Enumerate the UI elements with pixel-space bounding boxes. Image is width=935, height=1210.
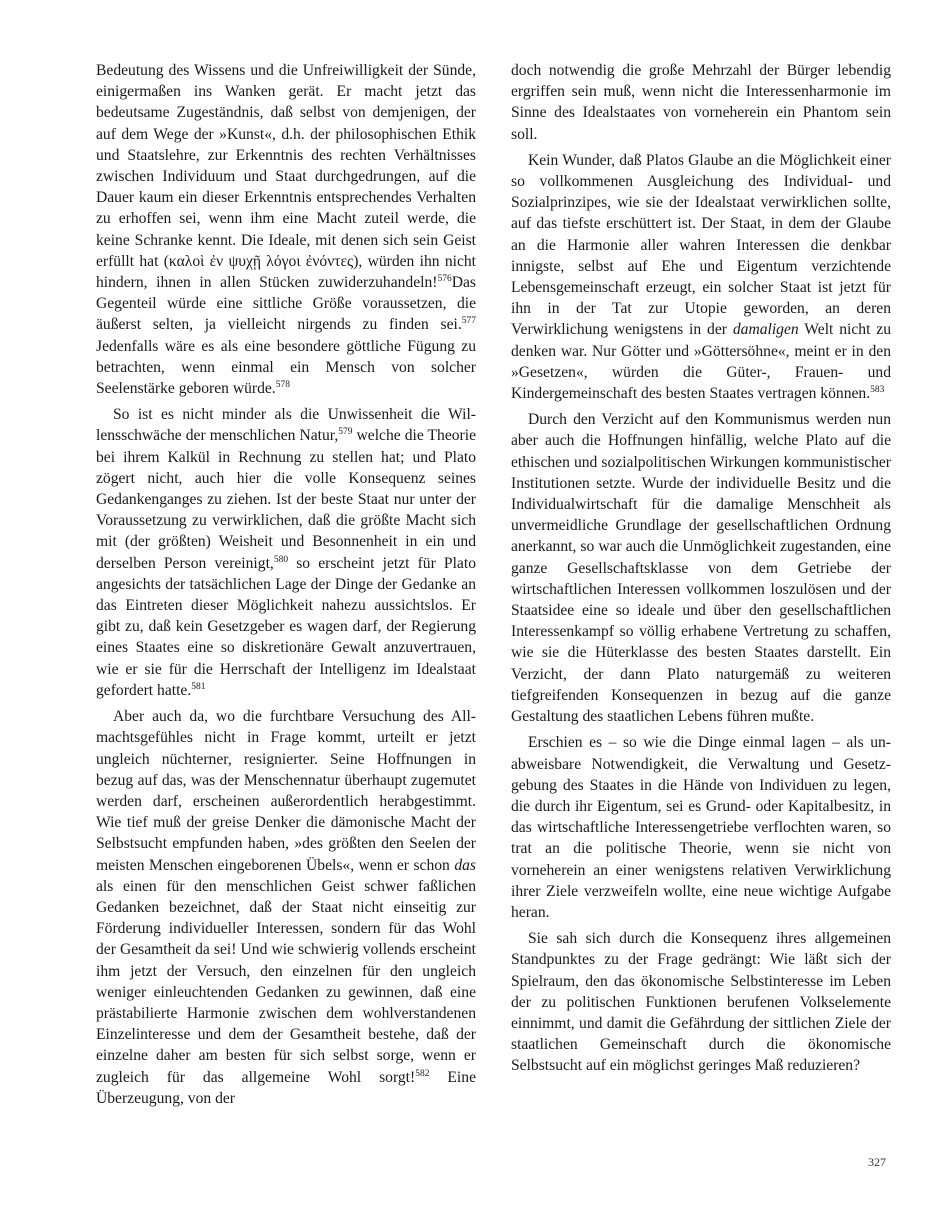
- footnote-ref: 583: [870, 384, 885, 395]
- paragraph: [511, 409, 891, 727]
- text-run: Bedeutung des Wissens und die Unfreiwilligkeit der Sünde, einigermaßen ins Wanken gerät. Er macht jetzt das bedeutsame Zugeständnis, daß selbst von demjenigen, der auf dem Wege der »Kunst«, d.h. der philosophischen Ethik und Staatslehre, zur Erkenntnis des rechten Verhältnisses zwischen Individuum und Staat durchgedrungen, auf die Dauer kaum ein dieser Erkenntnis entsprechendes Verhalten zu erhoffen sei, wenn ihm eine Macht zuteil werde, die keine Schranke kennt. Die Ideale, mit denen sich sein Geist erfüllt hat (καλοὶ ἐν ψυχῇ λόγοι ἐνόντες), würden ihn nicht hindern, ihnen in allen Stücken zuwiderzuhandeln!: [96, 62, 476, 292]
- page-number: 327: [868, 1155, 886, 1169]
- paragraph: [511, 732, 891, 923]
- footnote-ref: 582: [415, 1068, 430, 1079]
- footnote-ref: 580: [273, 554, 289, 565]
- paragraph: [511, 150, 891, 404]
- text-run: doch notwendig die große Mehrzahl der Bürger lebendig ergriffen sein muß, wenn nicht die Interessenharmonie im Sinne des Idealstaates von vorneherein ein Phantom sein soll.: [511, 62, 891, 143]
- text-run: So ist es nicht minder als die Unwissenheit die Willensschwäche der menschlichen Natur,: [96, 406, 476, 445]
- text-run: welche die Theorie bei ihrem Kalkül in Rechnung zu stellen hat; und Plato zögert nicht, auch hier die volle Konsequenz seines Gedankenganges zu ziehen. Ist der beste Staat nur unter der Voraussetzung zu verwirklichen, daß die größte Macht sich mit (der größten) Weisheit und Besonnenheit in ein und derselben Person vereinigt,: [96, 427, 476, 572]
- footnote-ref: 581: [191, 681, 206, 692]
- paragraph: [96, 404, 476, 701]
- text-run: Jedenfalls wäre es als eine besondere göttliche Fügung zu betrachten, wenn einmal ein Mensch von solcher Seelenstärke geboren würde.: [96, 337, 476, 398]
- text-run: Durch den Verzicht auf den Kommunismus werden nun aber auch die Hoffnungen hinfällig, welche Plato auf die ethischen und sozialpolitischen Wirkungen kommunistischer Institutionen setzte. Wurde der individuelle Besitz und die Individualwirtschaft für die damalige Menschheit als unvermeidliche Grundlage der gesellschaftlichen Ordnung anerkannt, so war auch die Unmöglichkeit zugestanden, eine ganze Gesellschaftsklasse von dem Getriebe der wirtschaftlichen Interessen vollkommen loszulösen und der Staatsidee eine so ideale und über den gesellschaftlichen Interessenkampf so völlig erhabene Vertretung zu schaffen, wie sie die Hüterklasse des besten Staates darstellt. Ein Verzicht, der dann Plato naturgemäß zu weiteren tiefgreifenden Konsequenzen in bezug auf die ganze Gestaltung des staatlichen Lebens führen mußte.: [511, 411, 891, 726]
- text-run: als einen für den menschlichen Geist schwer faßlichen Gedanken bezeichnet, daß der Staat nicht einseitig zur Förderung individueller Interessen, sondern für das Wohl der Gesamtheit da sei! Und wie schwierig vollends erscheint ihm jetzt der Versuch, den einzelnen für den ungleich weniger einleuchtenden Gedanken zu gewinnen, daß eine prästabilierte Harmonie zwischen dem wohlverstandenen Einzelinteresse und dem der Gesamtheit bestehe, daß der einzelne daher am besten für sich selbst sorge, wenn er zugleich für das allgemeine Wohl sorgt!: [96, 877, 476, 1086]
- text-run: Erschien es – so wie die Dinge einmal lagen – als unabweisbare Notwendigkeit, die Verwaltung und Gesetzgebung des Staates in die Hände von Individuen zu legen, die durch ihr Eigentum, sei es Grund- oder Kapitalbesitz, in das wirtschaftliche Interessengetriebe verflochten waren, so trat an die politische Theorie, wenn sie nicht von vorneherein an einer wenigstens relativen Verwirklichung ihrer Ziele verzweifeln wollte, eine neue wichtige Aufgabe heran.: [511, 734, 891, 921]
- text-run: Kein Wunder, daß Platos Glaube an die Möglichkeit einer so vollkommenen Ausgleichung des Individual- und Sozialprinzipes, wie sie der Idealstaat verwirklichen sollte, auf das tiefste erschüttert ist. Der Staat, in dem der Glaube an die Harmonie aller wahren Interessen die denkbar innigste, selbst auf Ehe und Eigentum verzichtende Lebensgemeinschaft erzeugt, ein solcher Staat ist jetzt für ihn in der Tat zur Utopie geworden, an deren Verwirklichung wenigstens in der: [511, 151, 891, 339]
- paragraph: [511, 928, 891, 1076]
- paragraph: [96, 706, 476, 1109]
- emphasis-text: damaligen: [732, 321, 799, 339]
- footnote-ref: 577: [461, 316, 476, 327]
- right-text-column: [511, 60, 891, 1077]
- text-run: Sie sah sich durch die Konsequenz ihres allgemeinen Standpunktes zu der Frage gedrängt: Wie läßt sich der Spielraum, den das ökonomische Selbstinteresse im Leben der zu politischen Funktionen berufenen Volkselemente einnimmt, und damit die Gefährdung der sittlichen Ziele der staatlichen Gemeinschaft durch die ökonomische Selbstsucht auf ein möglichst geringes Maß reduzieren?: [511, 930, 891, 1075]
- footnote-ref: 576: [437, 273, 452, 284]
- text-run: so erscheint jetzt für Plato angesichts der tatsächlichen Lage der Dinge der Gedanke an das Eintreten dieser Möglichkeit nahezu aussichtslos. Er gibt zu, daß kein Gesetzgeber es wagen darf, der Regierung eines Staates eine so diskretionäre Gewalt anzuvertrauen, wie er sie für die Herrschaft der Intelligenz im Idealstaat gefordert hatte.: [96, 554, 476, 699]
- paragraph: [96, 60, 476, 399]
- emphasis-text: das: [454, 856, 476, 874]
- left-text-column: [96, 60, 476, 1109]
- text-run: Das Gegenteil würde eine sittliche Größe voraussetzen, die äußerst selten, ja vielleicht nirgends zu finden sei.: [96, 274, 476, 334]
- text-run: Welt nicht zu denken war. Nur Götter und »Göttersöhne«, meint er in den »Gesetzen«, würden die Güter-, Frauen- und Kindergemeinschaft des besten Staates vertragen können.: [511, 321, 892, 403]
- paragraph: [511, 60, 891, 145]
- footnote-ref: 578: [275, 379, 290, 390]
- text-run: Aber auch da, wo die furchtbare Versuchung des Allmachtsgefühles nicht in Frage kommt, urteilt er jetzt ungleich nüchterner, resignierter. Seine Hoffnungen in bezug auf das, was der Menschennatur überhaupt zugemutet werden darf, erscheinen außerordentlich herabgestimmt. Wie tief muß der greise Denker die dämonische Macht der Selbstsucht empfunden haben, »des größten den Seelen der meisten Menschen eingeborenen Übels«, wenn er schon: [96, 708, 476, 874]
- text-run: Eine Überzeugung, von der: [96, 1068, 476, 1107]
- footnote-ref: 579: [338, 427, 353, 438]
